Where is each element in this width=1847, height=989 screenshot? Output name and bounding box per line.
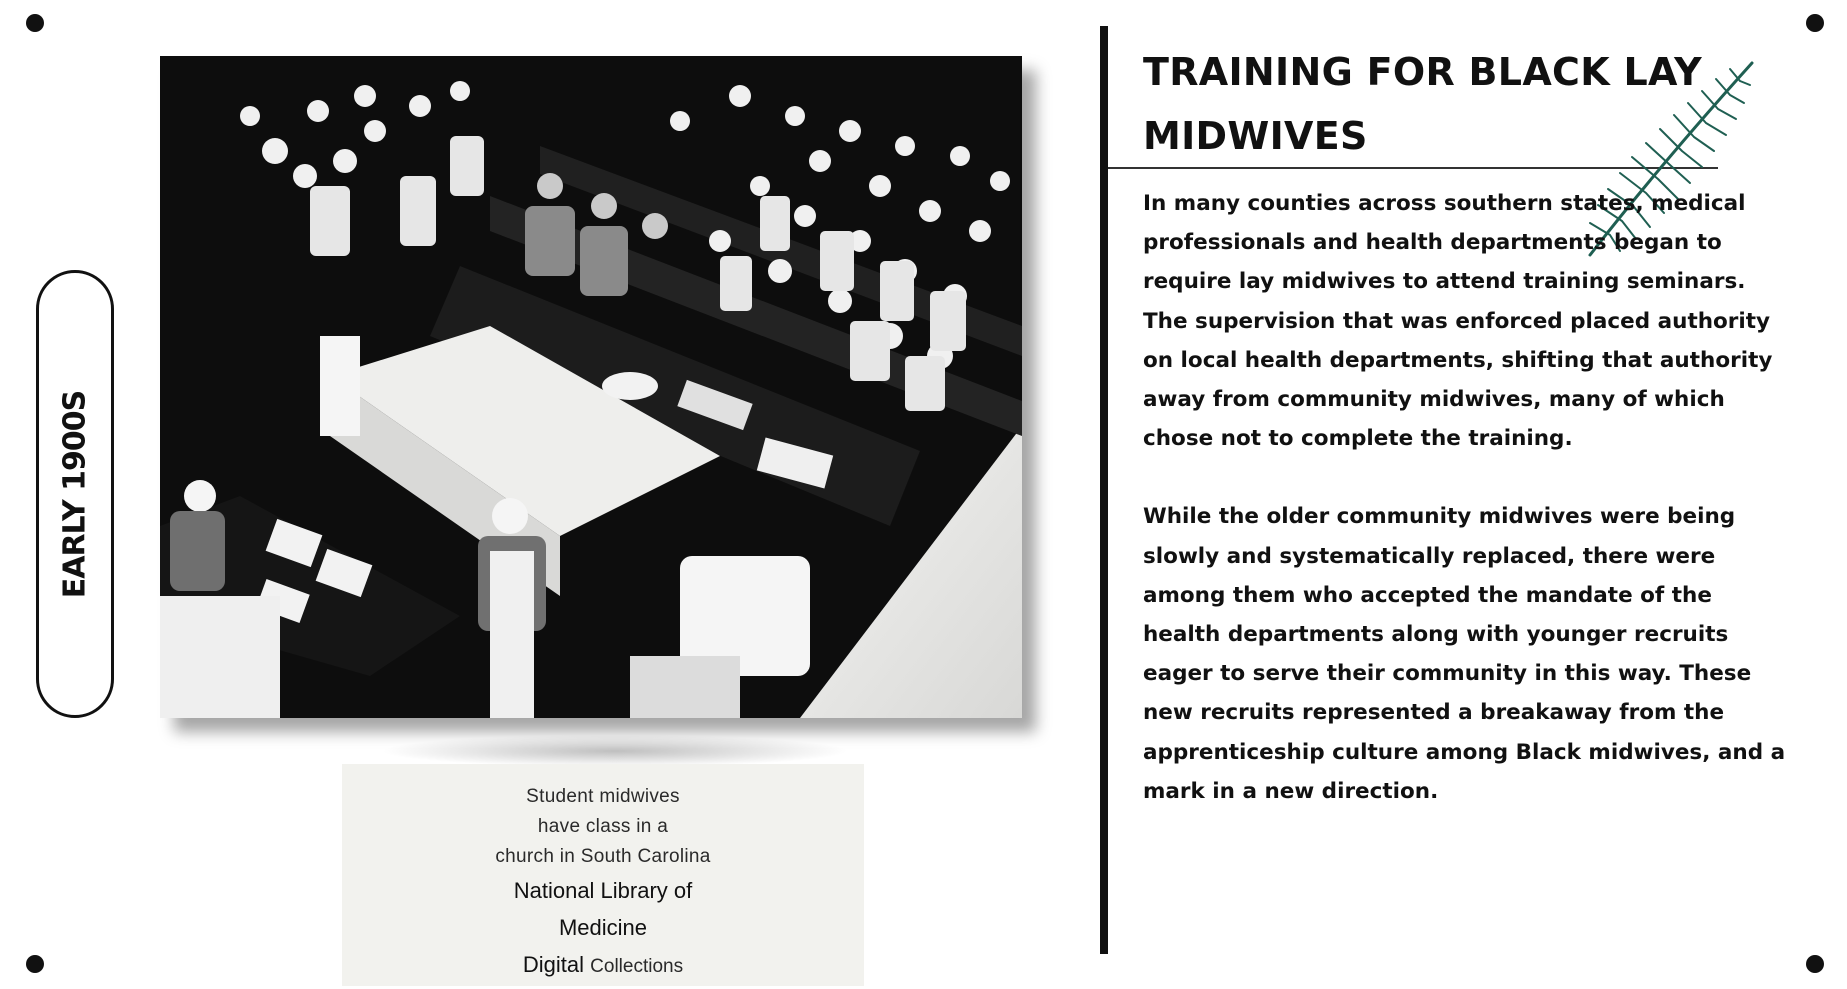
credit-line-digital-collections [342,946,864,985]
section-title: TRAINING FOR BLACK LAY MIDWIVES [1143,50,1702,158]
photo-illustration [160,56,1022,718]
caption-line: have class in a [537,816,669,837]
photo-caption [342,764,864,986]
corner-dot-top-left-icon [26,14,44,32]
corner-dot-top-right-icon [1806,14,1824,32]
paragraph: In many counties across southern states, medical professionals and health departments began to require lay midwives to attend training seminars. The supervision that was enforced placed authority on local health departments, shifting that authority away from community midwives, many of which chose not to complete the training. [1143,191,1773,452]
corner-dot-bottom-left-icon [26,955,44,973]
vertical-divider [1100,26,1108,954]
credit-line: Medicine [558,915,648,940]
era-label-pill [36,270,114,718]
credit-line: National Library of [513,878,693,903]
caption-line: Student midwives [526,786,680,807]
caption-line: church in South Carolina [495,846,711,867]
credit-digital: Digital [522,952,585,977]
credit-collections: Collections [590,956,684,977]
era-label: EARLY 1900S [57,390,93,598]
caption-shadow [380,735,850,767]
corner-dot-bottom-right-icon [1806,955,1824,973]
paragraph: While the older community midwives were being slowly and systematically replaced, there were among them who accepted the mandate of the health departments along with younger recruits eager to serve their community in this way. These new recruits represented a breakaway from the apprenticeship culture among Black midwives, and a mark in a new direction. [1143,504,1786,804]
body-text [1143,184,1793,850]
historical-photo [160,56,1022,718]
